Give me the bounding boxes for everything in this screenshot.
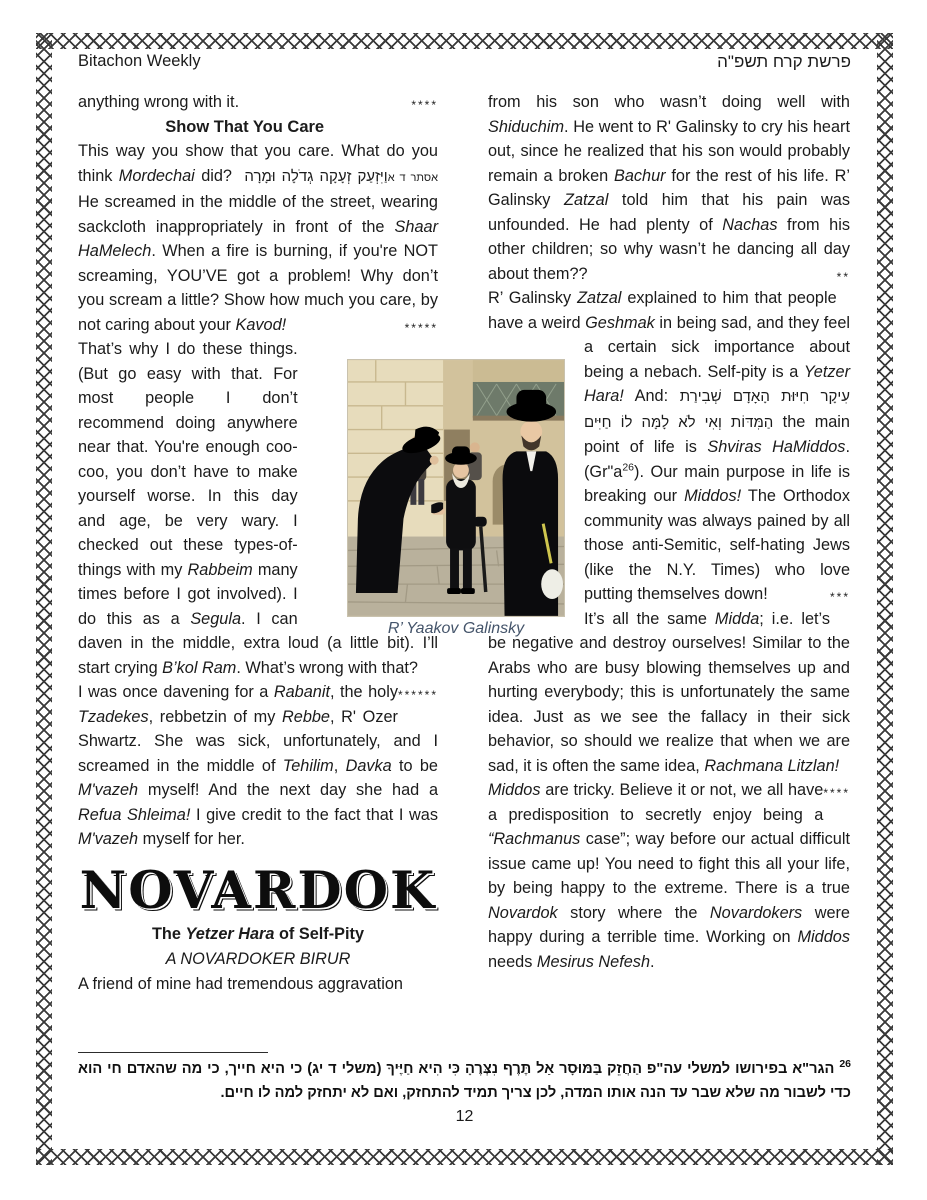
text-run: Rebbe [282, 707, 330, 726]
section-heading-show-that-you-care: Show That You Care [165, 117, 325, 136]
text-run: , rebbetzin of my [148, 707, 282, 726]
text-run: M'vazeh [78, 830, 139, 848]
text-run: Shviras HaMiddos [707, 438, 846, 456]
text-run: story where the [557, 903, 710, 922]
decorative-border-bottom [36, 1149, 893, 1165]
text-run: I give credit to the fact that I was [190, 805, 438, 824]
decorative-border-top [36, 33, 893, 49]
text-run: Mordechai [118, 166, 195, 185]
text-run: anything wrong with it. [78, 93, 240, 111]
text-run: B’kol Ram [162, 658, 237, 677]
text-run: A friend of mine had tremendous aggravation [78, 974, 403, 993]
text-run: Segula [190, 609, 242, 628]
text-run: Bachur [613, 166, 666, 185]
page-number: 12 [455, 1108, 474, 1125]
novardok-title: NOVARDOK [79, 860, 437, 921]
text-run: myself for her. [138, 830, 245, 848]
text-run: 26 [839, 1058, 851, 1071]
text-run: from his son who wasn’t doing well with [488, 93, 850, 111]
decorative-border-left [36, 33, 52, 1165]
footnote-26 [78, 1058, 851, 1105]
text-run: Refua Shleima! [78, 805, 191, 824]
text-run: Middos [797, 928, 850, 946]
text-run: , R' Ozer Shwartz. She was sick, unfortunately, and I screamed in the middle of [78, 707, 438, 775]
text-run: . [650, 952, 655, 971]
section-separator-stars: **** [823, 786, 850, 800]
text-run: 26 [622, 461, 635, 474]
text-run: . What’s wrong with that? [236, 658, 418, 677]
text-run: Zatzal [577, 289, 622, 307]
text-run: Middos! [684, 487, 742, 505]
text-run: Mesirus Nefesh [536, 952, 650, 971]
galinsky-photo-illustration [348, 360, 564, 616]
text-run: told him that his pain was unfounded. He had plenty of [488, 191, 850, 234]
page-header [78, 52, 851, 72]
subtitle-yetzer-hara-of-self-pity [78, 922, 438, 947]
text-run: “Rachmanus [488, 830, 581, 848]
text-run: did? [194, 166, 239, 185]
newsletter-title: Bitachon Weekly [78, 52, 201, 70]
text-run: The Orthodox community was always pained by all those anti-Semitic, self-hating Jews (like the N.Y. Times) who love putting themselves down! [584, 487, 850, 603]
text-run: אסתר ד א [387, 171, 438, 184]
decorative-border-right [877, 33, 893, 1165]
paragraph [78, 139, 438, 337]
text-run: of Self-Pity [274, 924, 365, 943]
paragraph [488, 90, 850, 286]
text-run: וַיִּזְעַק זְעָקָה גְדֹלָה וּמָרָה [238, 167, 388, 185]
text-run: Tehilim [282, 756, 334, 775]
text-run: many times before I got involved). I do this as a [78, 560, 298, 628]
text-run: M'vazeh [78, 781, 139, 799]
text-run: for the rest of his life. R’ Galinsky [488, 166, 850, 209]
text-run: That’s why I do these things. (But go easy with that. For most people I don’t recommend doing anywhere near that. You're enough coo-coo, you don’t have to make yourself worse. In this day and age, be very wary. I checked out these types-of-things with my [78, 340, 298, 579]
text-run: He screamed in the middle of the street, wearing sackcloth inappropriately in front of the [78, 193, 438, 236]
subtitle-a-novardoker-birur: A NOVARDOKER BIRUR [165, 949, 351, 968]
text-run: Shiduchim [488, 117, 565, 136]
text-run: Yetzer Hara! [584, 362, 850, 405]
text-run: needs [488, 952, 537, 971]
text-run: . I can daven in the middle, extra loud (a little bit). I’ll start crying [78, 609, 438, 677]
text-run: Yetzer Hara [185, 924, 275, 943]
photo-r-yaakov-galinsky [347, 359, 565, 617]
text-run: I was once davening for a [78, 683, 274, 701]
text-run: Zatzal [564, 191, 609, 209]
section-separator-stars: ***** [404, 320, 438, 335]
text-run: Rachmana Litzlan! [704, 756, 840, 775]
text-run: Shaar HaMelech [78, 217, 438, 260]
section-separator-stars: **** [411, 98, 438, 112]
footnote-separator [78, 1052, 268, 1053]
paragraph [78, 90, 438, 115]
text-run: Rabbeim [187, 560, 253, 579]
text-run: myself! And the next day she had a [138, 781, 438, 799]
text-run: are tricky. Believe it or not, we all have a predisposition to secretly enjoy being a [488, 781, 824, 824]
text-run: Nachas [722, 215, 778, 234]
text-run: in being sad, and they feel a certain sick importance about [584, 313, 850, 356]
text-run: , [333, 756, 346, 775]
text-run: Davka [345, 756, 392, 775]
text-run: case”; way before our actual difficult issue came up! You need to fight this all your life, by being happy to the extreme. There is a true [488, 830, 850, 897]
parsha-title: פרשת קרח תשפ"ה [717, 52, 851, 71]
text-run: Rabanit [273, 683, 330, 701]
text-run: , the holy [329, 683, 398, 701]
text-run: Midda [714, 609, 760, 628]
text-run: עִיקָר חִיּוּת הָאָדָם שְׁבִירַת הַמִּדּוֹת וְאִי לֹא לָמָּה לוֹ חַיִּים [584, 388, 850, 431]
section-separator-stars: ** [836, 269, 850, 284]
photo-caption: R’ Yaakov Galinsky [387, 620, 525, 637]
section-separator-stars: *** [829, 590, 850, 604]
text-run: Geshmak [585, 313, 655, 332]
text-run: ). Our main purpose in life is breaking our [584, 462, 850, 505]
text-run: Novardok [488, 903, 558, 922]
text-run: . He went to R' Galinsky to cry his heart out, since he realized that his son would probably remain a broken [488, 117, 850, 185]
text-run: the main point of life is [584, 412, 850, 456]
text-run: And: [623, 387, 680, 405]
text-run: R’ Galinsky [488, 289, 578, 307]
text-run: were happy during a terrible time. Working on [488, 903, 850, 946]
text-run: from his other children; so why wasn’t he dancing all day about them?? [488, 215, 850, 283]
text-run: It’s all the same [584, 609, 715, 628]
text-run: Novardokers [709, 903, 803, 922]
text-run: Middos [488, 781, 541, 799]
paragraph [78, 680, 438, 852]
section-separator-stars: ****** [397, 688, 438, 702]
paragraph [78, 972, 438, 997]
paragraph [488, 778, 850, 974]
text-run: The [151, 924, 186, 943]
text-run: This way you show that you care. What do you think [78, 142, 438, 185]
text-run: . (Gr"a [584, 438, 850, 481]
text-run: Tzadekes [78, 707, 149, 726]
text-run: הגר"א בפירושו למשלי עה"פ הַחֲזֵק בַּמּוּסָר אַל תֶּרֶף נִצְּרֶהָ כִּי הִיא חַיֶּיךָ (משלי ד יג) כי היא חייך, כי מה שהאדם חי הוא כדי לשבור מה שלא שבר עד הנה אותו המדה, לכן צריך תמיד להתחזק, ואם לא יתחזק למה לו חיים. [78, 1061, 851, 1101]
text-run: ; i.e. let’s be negative and destroy ourselves! Similar to the Arabs who are busy blowing themselves up and hurting everybody; this is unfortunately the same idea. Just as we see the fallacy in their sick behavior, so should we realize that when we are sad, it is often the same idea, [488, 609, 850, 775]
text-run: being a nebach. Self-pity is a [584, 362, 804, 381]
text-run: Kavod! [235, 315, 287, 334]
text-run: explained to him that people have a weird [488, 289, 837, 332]
text-run: . When a fire is burning, if you're NOT screaming, YOU’VE got a problem! Why don’t you scream a little? Show how much you care, by not caring about your [78, 242, 438, 334]
text-run: to be [391, 756, 438, 775]
